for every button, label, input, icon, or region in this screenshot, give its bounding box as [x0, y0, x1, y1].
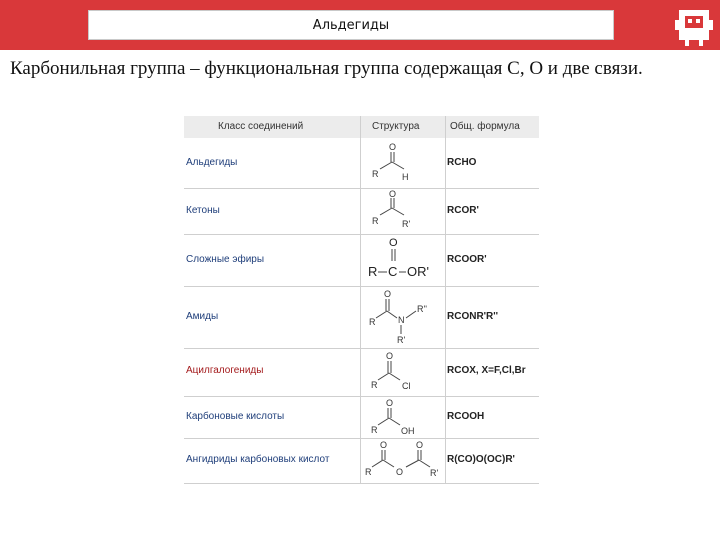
acyl-halide-structure [362, 349, 446, 395]
r-prime-label: R' [402, 219, 411, 229]
class-name: Амиды [186, 311, 219, 322]
r-prime-label: R' [430, 468, 439, 478]
r-label: R [365, 467, 372, 477]
table-row [184, 234, 539, 287]
class-name: Ангидриды карбоновых кислот [186, 454, 330, 465]
general-formula: R(CO)O(OC)R' [447, 454, 515, 465]
oxygen-label: O [380, 440, 388, 450]
column-header-formula: Общ. формула [450, 121, 520, 132]
oxygen-label: O [386, 351, 394, 361]
r-label: R [371, 425, 378, 435]
general-formula: RCOOH [447, 411, 485, 422]
table-row [184, 286, 539, 349]
general-formula: RCHO [447, 157, 477, 168]
oxygen-label: O [389, 189, 397, 199]
aldehyde-structure [362, 140, 446, 186]
robot-logo-icon [671, 4, 717, 48]
column-header-class: Класс соединений [218, 121, 304, 132]
class-name: Кетоны [186, 205, 220, 216]
subtitle-text: Карбонильная группа – функциональная группа содержащая С, О и две связи. [10, 58, 643, 79]
table-row [184, 438, 539, 484]
h-label: H [402, 172, 409, 182]
table-row [184, 138, 539, 189]
column-header-structure: Структура [372, 121, 420, 132]
table-row [184, 188, 539, 235]
table-header [184, 116, 539, 138]
r-label: R [369, 317, 376, 327]
carboxylic-acid-structure [362, 397, 446, 437]
general-formula: RCONR'R'' [447, 311, 499, 322]
general-formula: RCOR' [447, 205, 479, 216]
oxygen-label: O [386, 398, 394, 408]
r-label: R [368, 264, 378, 279]
general-formula: RCOOR' [447, 254, 487, 265]
class-name: Альдегиды [186, 157, 238, 168]
class-name: Сложные эфиры [186, 254, 265, 265]
anhydride-structure [362, 439, 446, 482]
chlorine-label: Cl [402, 381, 411, 391]
class-name: Ацилгалогениды [186, 365, 264, 376]
table-row [184, 348, 539, 397]
bridging-oxygen-label: O [396, 467, 404, 477]
oxygen-label: O [384, 289, 392, 299]
ester-structure [362, 235, 446, 285]
nitrogen-label: N [398, 315, 405, 325]
or-label: OR' [407, 264, 429, 279]
class-name: Карбоновые кислоты [186, 411, 285, 422]
r-label: R [372, 216, 379, 226]
oxygen-label: O [416, 440, 424, 450]
carbon-label: C [388, 264, 398, 279]
ketone-structure [362, 189, 446, 233]
r-prime-label: R' [397, 335, 406, 345]
general-formula: RCOX, X=F,Cl,Br [447, 365, 526, 376]
amide-structure [362, 287, 446, 347]
slide-title: Альдегиды [88, 10, 614, 40]
r-double-prime-label: R'' [417, 304, 427, 314]
carbonyl-table [184, 116, 539, 484]
hydroxyl-label: OH [401, 426, 415, 436]
oxygen-label: O [389, 237, 398, 249]
oxygen-label: O [389, 142, 397, 152]
r-label: R [371, 380, 378, 390]
r-label: R [372, 169, 379, 179]
table-row [184, 396, 539, 439]
